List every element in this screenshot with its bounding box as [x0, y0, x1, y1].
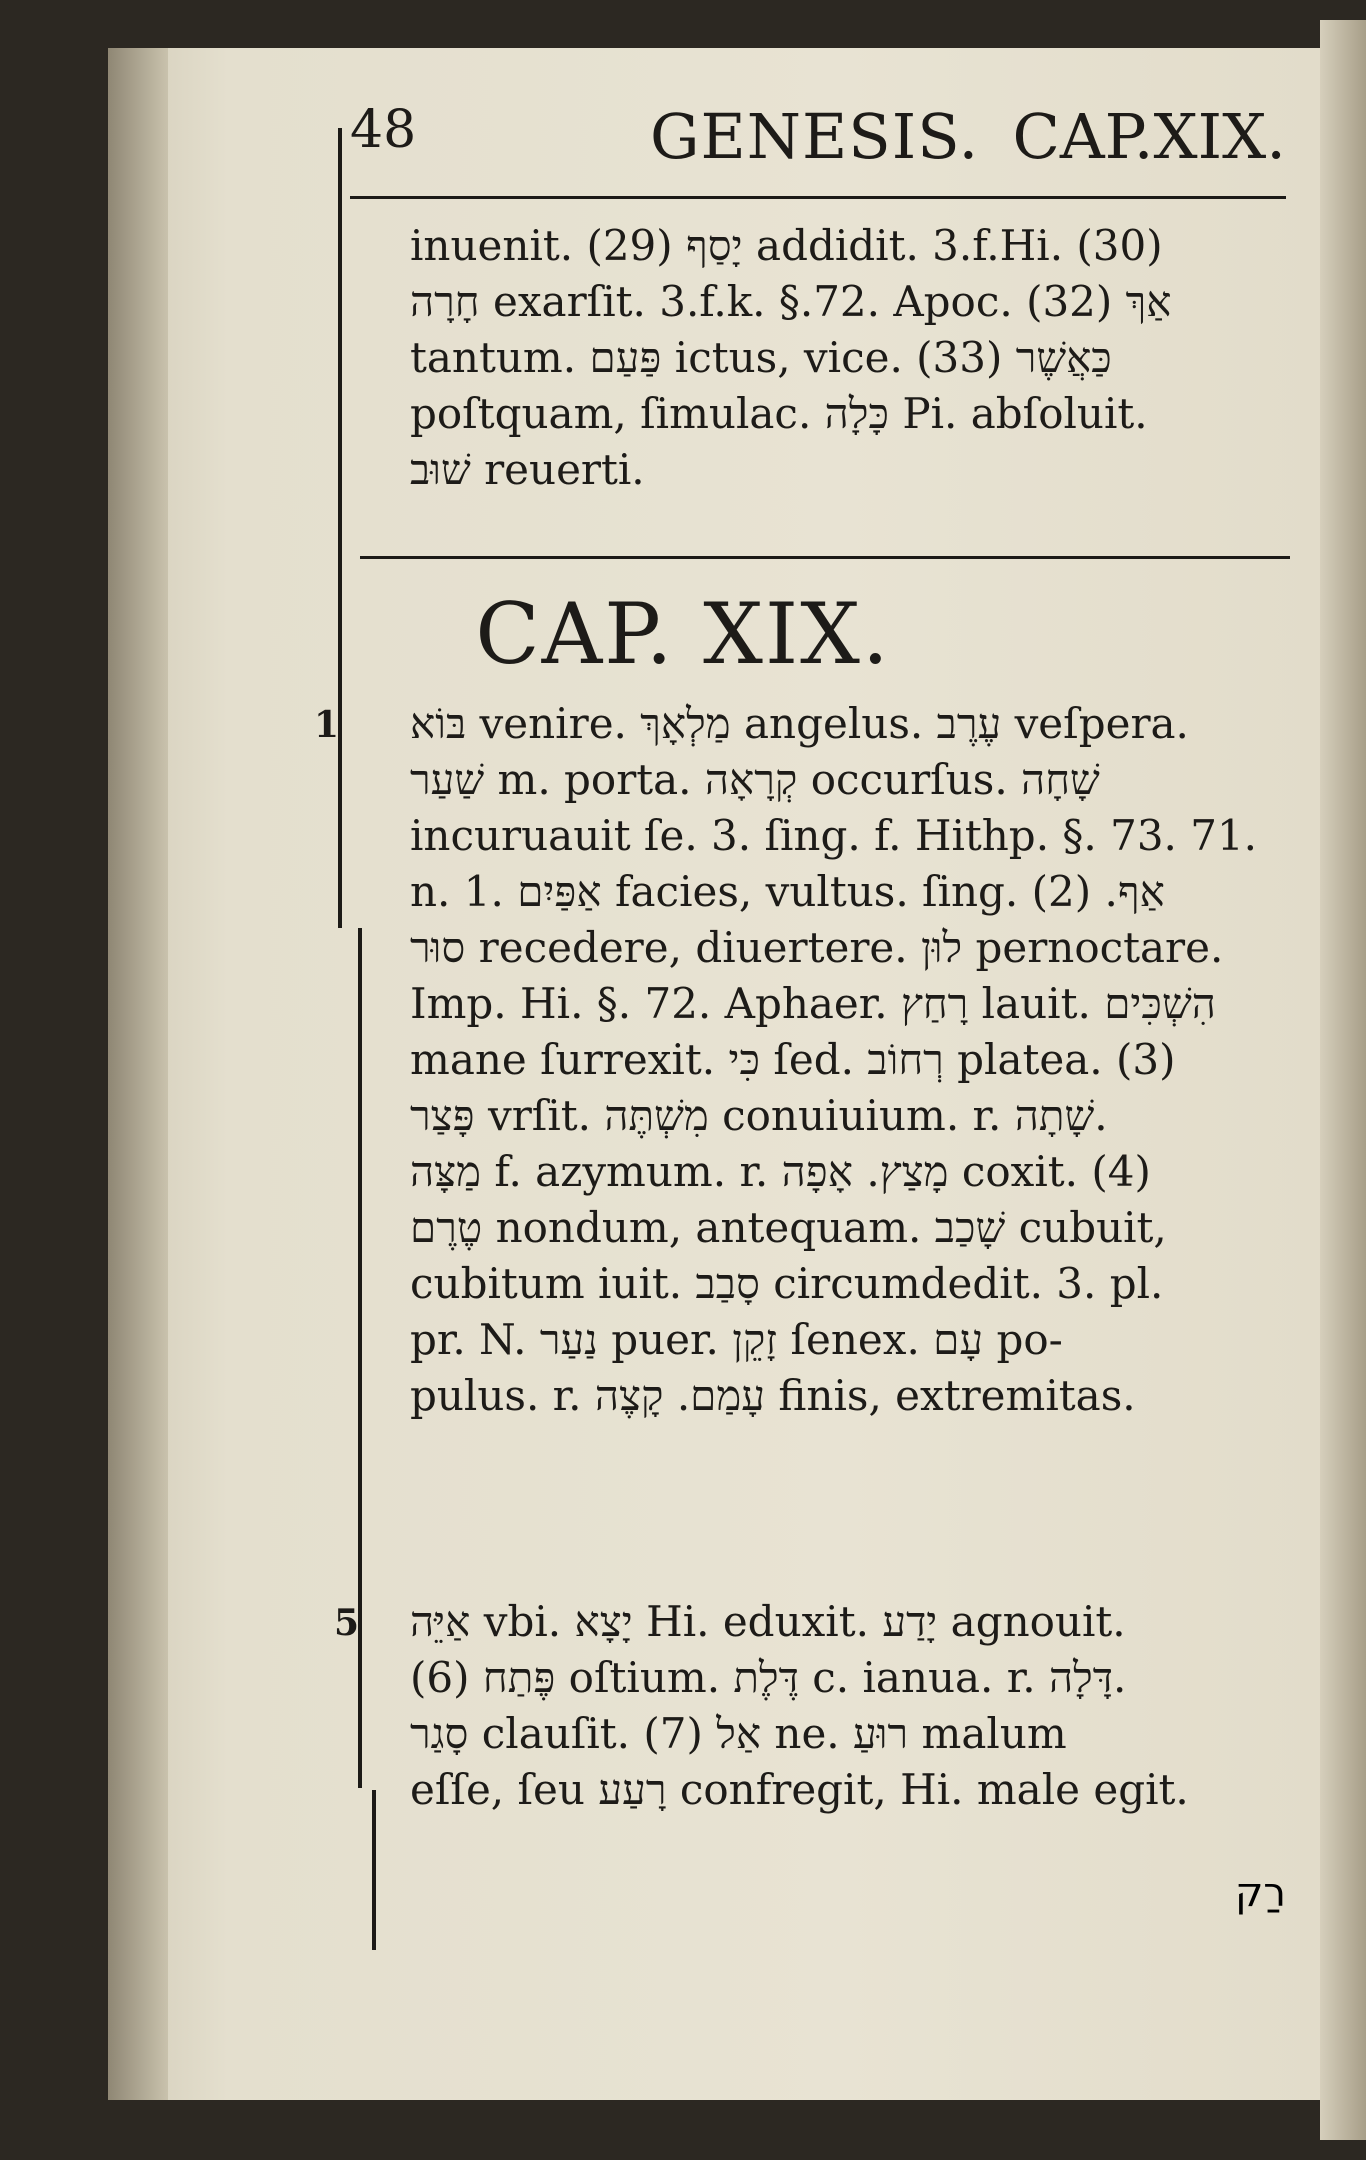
glossary-line: שַׁעַר m. porta. קְרָאָה occurſus. שָׁחָה — [410, 755, 1100, 804]
glossary-line: n. 1. אַפַּיִם facies, vultus. ſing. אַף. (2) — [410, 867, 1165, 916]
chapter-running-label: CAP.XIX. — [1012, 100, 1286, 173]
glossary-line: Imp. Hi. §. 72. Aphaer. רָחַץ lauit. הִשְׁכִּים — [410, 979, 1216, 1028]
glossary-verse-5 — [410, 1594, 1290, 1818]
running-head — [350, 100, 1286, 190]
book-title: GENESIS. — [650, 100, 980, 173]
glossary-line: eſſe, ſeu רָעַע confregit, Hi. male egit. — [410, 1765, 1189, 1814]
margin-rule-middle — [358, 928, 362, 1788]
glossary-line: פָּצַר vrſit. מִשְׁתֶּה conuiuium. r. שָׁתָה. — [410, 1091, 1108, 1140]
section-rule — [360, 556, 1290, 559]
next-page-edge — [1320, 20, 1366, 2140]
glossary-line: טֶרֶם nondum, antequam. שָׁכַב cubuit, — [410, 1203, 1167, 1252]
page-gutter — [108, 48, 168, 2100]
page-number: 48 — [350, 100, 417, 160]
glossary-line: pulus. r. עָמַם. קָצֶה finis, extremitas. — [410, 1371, 1136, 1420]
glossary-verse-1 — [410, 696, 1290, 1424]
glossary-line: בּוֹא venire. מַלְאָךְ angelus. עֶרֶב veſpera. — [410, 699, 1189, 748]
glossary-line: מַצָּה f. azymum. r. מָצַץ. אָפָה coxit. (4) — [410, 1147, 1151, 1196]
glossary-line: incuruauit ſe. 3. ſing. f. Hithp. §. 73. 71. — [410, 811, 1258, 860]
margin-rule-bottom — [372, 1790, 376, 1950]
glossary-line: pr. N. נַעַר puer. זָקֵן ſenex. עָם po- — [410, 1315, 1063, 1364]
verse-number-5: 5 — [334, 1602, 360, 1644]
glossary-continued — [410, 218, 1290, 498]
glossary-line: אַיֵּה vbi. יָצָא Hi. eduxit. יָדַע agnouit. — [410, 1597, 1126, 1646]
verse-number-1: 1 — [314, 704, 340, 746]
glossary-line: cubitum iuit. סָבַב circumdedit. 3. pl. — [410, 1259, 1164, 1308]
chapter-title: CAP. XIX. — [475, 585, 891, 683]
glossary-line: סָגַר clauſit. (7) אַל ne. רוּעַ malum — [410, 1709, 1067, 1758]
header-rule — [350, 196, 1286, 199]
glossary-line: tantum. פַּעַם ictus, vice. (33) כַּאֲשֶׁר — [410, 333, 1112, 382]
glossary-line: mane ſurrexit. כִּי ſed. רְחוֹב platea. (3) — [410, 1035, 1176, 1084]
glossary-line: סוּר recedere, diuertere. לוּן pernoctare. — [410, 923, 1224, 972]
glossary-line: שׁוּב reuerti. — [410, 445, 645, 494]
glossary-line: inuenit. (29) יָסַף addidit. 3.f.Hi. (30) — [410, 221, 1163, 270]
margin-rule-top — [338, 128, 342, 928]
catchword: רַק — [1235, 1870, 1286, 1916]
glossary-line: (6) פֶּתַח oſtium. דֶּלֶת c. ianua. r. דָּלָה. — [410, 1653, 1127, 1702]
glossary-line: חָרָה exarſit. 3.f.k. §.72. Apoc. (32) אַךְ — [410, 277, 1172, 326]
glossary-line: poſtquam, ſimulac. כָּלָה Pi. abſoluit. — [410, 389, 1148, 438]
